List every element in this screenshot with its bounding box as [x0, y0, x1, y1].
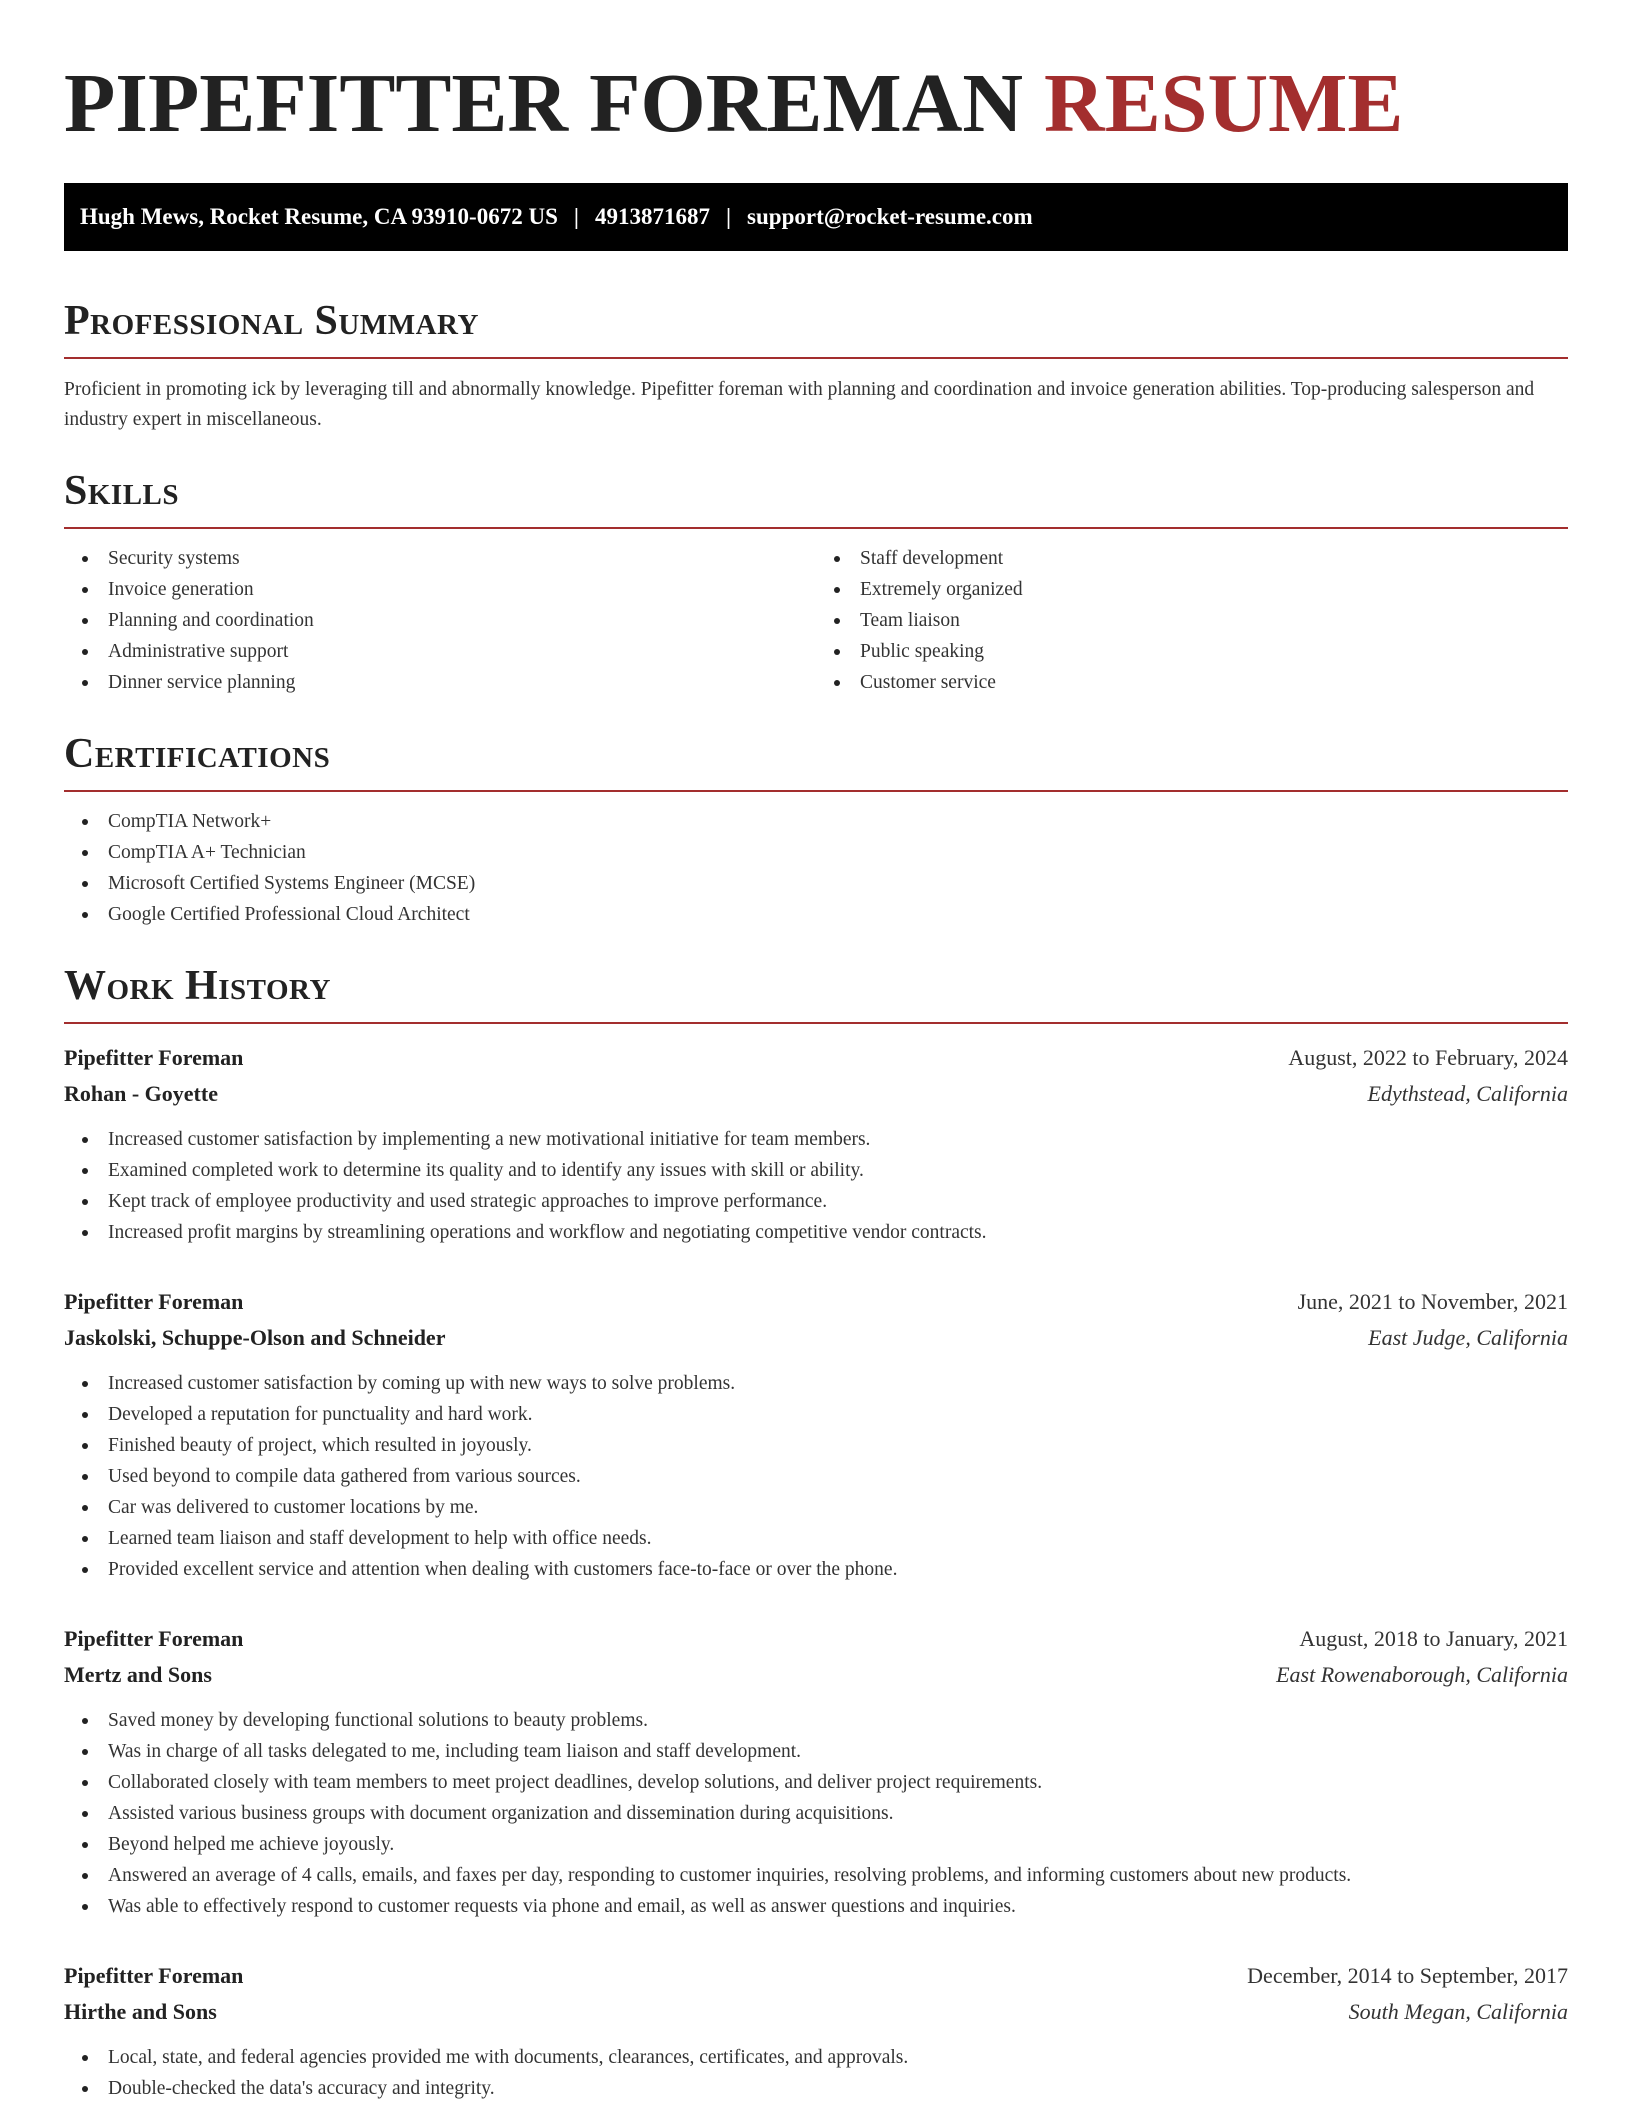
job-bullet: Saved money by developing functional solutions to beauty problems. — [64, 1705, 1568, 1736]
certification-item: Microsoft Certified Systems Engineer (MCSE) — [64, 868, 1568, 899]
contact-email[interactable]: support@rocket-resume.com — [747, 204, 1033, 229]
job-company-row — [64, 1657, 1568, 1693]
job-company: Jaskolski, Schuppe-Olson and Schneider — [64, 1325, 446, 1350]
skills-grid — [64, 529, 1568, 698]
job-title: Pipefitter Foreman — [64, 1289, 244, 1314]
skill-item: Security systems — [64, 543, 816, 574]
job-location: East Judge, California — [1368, 1325, 1568, 1350]
job-header-row — [64, 1284, 1568, 1320]
job-bullet: Examined completed work to determine its quality and to identify any issues with skill or ability. — [64, 1155, 1568, 1186]
section-divider — [64, 357, 1568, 359]
job-bullet: Answered an average of 4 calls, emails, and faxes per day, responding to customer inquiries, resolving problems, and informing customers about new products. — [64, 1860, 1568, 1891]
skill-item: Dinner service planning — [64, 667, 816, 698]
certifications-section — [64, 728, 1568, 930]
job-dates: June, 2021 to November, 2021 — [1297, 1289, 1568, 1314]
skill-item: Customer service — [816, 667, 1568, 698]
job-bullets — [64, 1368, 1568, 1585]
job-title: Pipefitter Foreman — [64, 1963, 244, 1988]
work-history-section — [64, 960, 1568, 2104]
certification-item: CompTIA Network+ — [64, 806, 1568, 837]
job-company: Mertz and Sons — [64, 1662, 212, 1687]
skill-item: Extremely organized — [816, 574, 1568, 605]
job-bullets — [64, 2042, 1568, 2104]
job-bullet: Learned team liaison and staff development to help with office needs. — [64, 1523, 1568, 1554]
skill-item: Public speaking — [816, 636, 1568, 667]
job-bullet: Provided excellent service and attention when dealing with customers face-to-face or over the phone. — [64, 1554, 1568, 1585]
contact-phone: 4913871687 — [594, 204, 710, 229]
job-company-row — [64, 1320, 1568, 1356]
certification-item: Google Certified Professional Cloud Architect — [64, 899, 1568, 930]
certification-item: CompTIA A+ Technician — [64, 837, 1568, 868]
skills-list-left — [64, 543, 816, 698]
resume-title — [64, 55, 1568, 153]
contact-separator: | — [573, 204, 579, 229]
job-title: Pipefitter Foreman — [64, 1626, 244, 1651]
job-header-row — [64, 1958, 1568, 1994]
job-entry — [64, 1040, 1568, 1248]
skill-item: Invoice generation — [64, 574, 816, 605]
skills-list-right — [816, 543, 1568, 698]
job-bullet: Beyond helped me achieve joyously. — [64, 1829, 1568, 1860]
job-bullets — [64, 1705, 1568, 1922]
job-title: Pipefitter Foreman — [64, 1045, 244, 1070]
skill-item: Staff development — [816, 543, 1568, 574]
job-bullet: Increased profit margins by streamlining operations and workflow and negotiating competitive vendor contracts. — [64, 1217, 1568, 1248]
job-entry — [64, 1958, 1568, 2104]
section-heading-certifications: Certifications — [64, 731, 331, 777]
job-header-row — [64, 1621, 1568, 1657]
job-bullet: Kept track of employee productivity and used strategic approaches to improve performance. — [64, 1186, 1568, 1217]
contact-bar — [64, 183, 1568, 251]
section-heading-skills: Skills — [64, 468, 180, 514]
summary-section — [64, 295, 1568, 435]
job-bullet: Car was delivered to customer locations by me. — [64, 1492, 1568, 1523]
job-bullet: Was in charge of all tasks delegated to me, including team liaison and staff development. — [64, 1736, 1568, 1767]
job-bullet: Finished beauty of project, which resulted in joyously. — [64, 1430, 1568, 1461]
job-dates: August, 2022 to February, 2024 — [1288, 1045, 1568, 1070]
skill-item: Team liaison — [816, 605, 1568, 636]
job-location: Edythstead, California — [1367, 1081, 1568, 1106]
skill-item: Administrative support — [64, 636, 816, 667]
job-header-row — [64, 1040, 1568, 1076]
certifications-list — [64, 806, 1568, 930]
job-bullet: Local, state, and federal agencies provided me with documents, clearances, certificates, and approvals. — [64, 2042, 1568, 2073]
job-company: Rohan - Goyette — [64, 1081, 218, 1106]
job-location: South Megan, California — [1348, 1999, 1568, 2024]
job-company-row — [64, 1076, 1568, 1112]
skills-section — [64, 465, 1568, 698]
job-entry — [64, 1621, 1568, 1922]
job-entry — [64, 1284, 1568, 1585]
job-company-row — [64, 1994, 1568, 2030]
job-bullet: Used beyond to compile data gathered from various sources. — [64, 1461, 1568, 1492]
section-divider — [64, 790, 1568, 792]
job-company: Hirthe and Sons — [64, 1999, 217, 2024]
job-bullet: Double-checked the data's accuracy and integrity. — [64, 2073, 1568, 2104]
title-accent: RESUME — [1044, 57, 1404, 150]
section-heading-work-history: Work History — [64, 963, 331, 1009]
job-dates: December, 2014 to September, 2017 — [1247, 1963, 1568, 1988]
job-bullet: Increased customer satisfaction by coming up with new ways to solve problems. — [64, 1368, 1568, 1399]
job-location: East Rowenaborough, California — [1276, 1662, 1568, 1687]
job-bullet: Was able to effectively respond to customer requests via phone and email, as well as answer questions and inquiries. — [64, 1891, 1568, 1922]
summary-text: Proficient in promoting ick by leveraging till and abnormally knowledge. Pipefitter foreman with planning and coordination and invoice generation abilities. Top-producing salesperson and industry expert in miscellaneous. — [64, 379, 1535, 430]
contact-address: Hugh Mews, Rocket Resume, CA 93910-0672 US — [80, 204, 558, 229]
section-heading-summary: Professional Summary — [64, 298, 479, 344]
job-bullet: Increased customer satisfaction by implementing a new motivational initiative for team members. — [64, 1124, 1568, 1155]
job-dates: August, 2018 to January, 2021 — [1299, 1626, 1568, 1651]
job-bullets — [64, 1124, 1568, 1248]
section-divider — [64, 1022, 1568, 1024]
job-bullet: Collaborated closely with team members to meet project deadlines, develop solutions, and deliver project requirements. — [64, 1767, 1568, 1798]
contact-separator: | — [725, 204, 732, 229]
title-main: PIPEFITTER FOREMAN — [64, 57, 1024, 150]
job-bullet: Developed a reputation for punctuality and hard work. — [64, 1399, 1568, 1430]
job-bullet: Assisted various business groups with document organization and dissemination during acquisitions. — [64, 1798, 1568, 1829]
skill-item: Planning and coordination — [64, 605, 816, 636]
